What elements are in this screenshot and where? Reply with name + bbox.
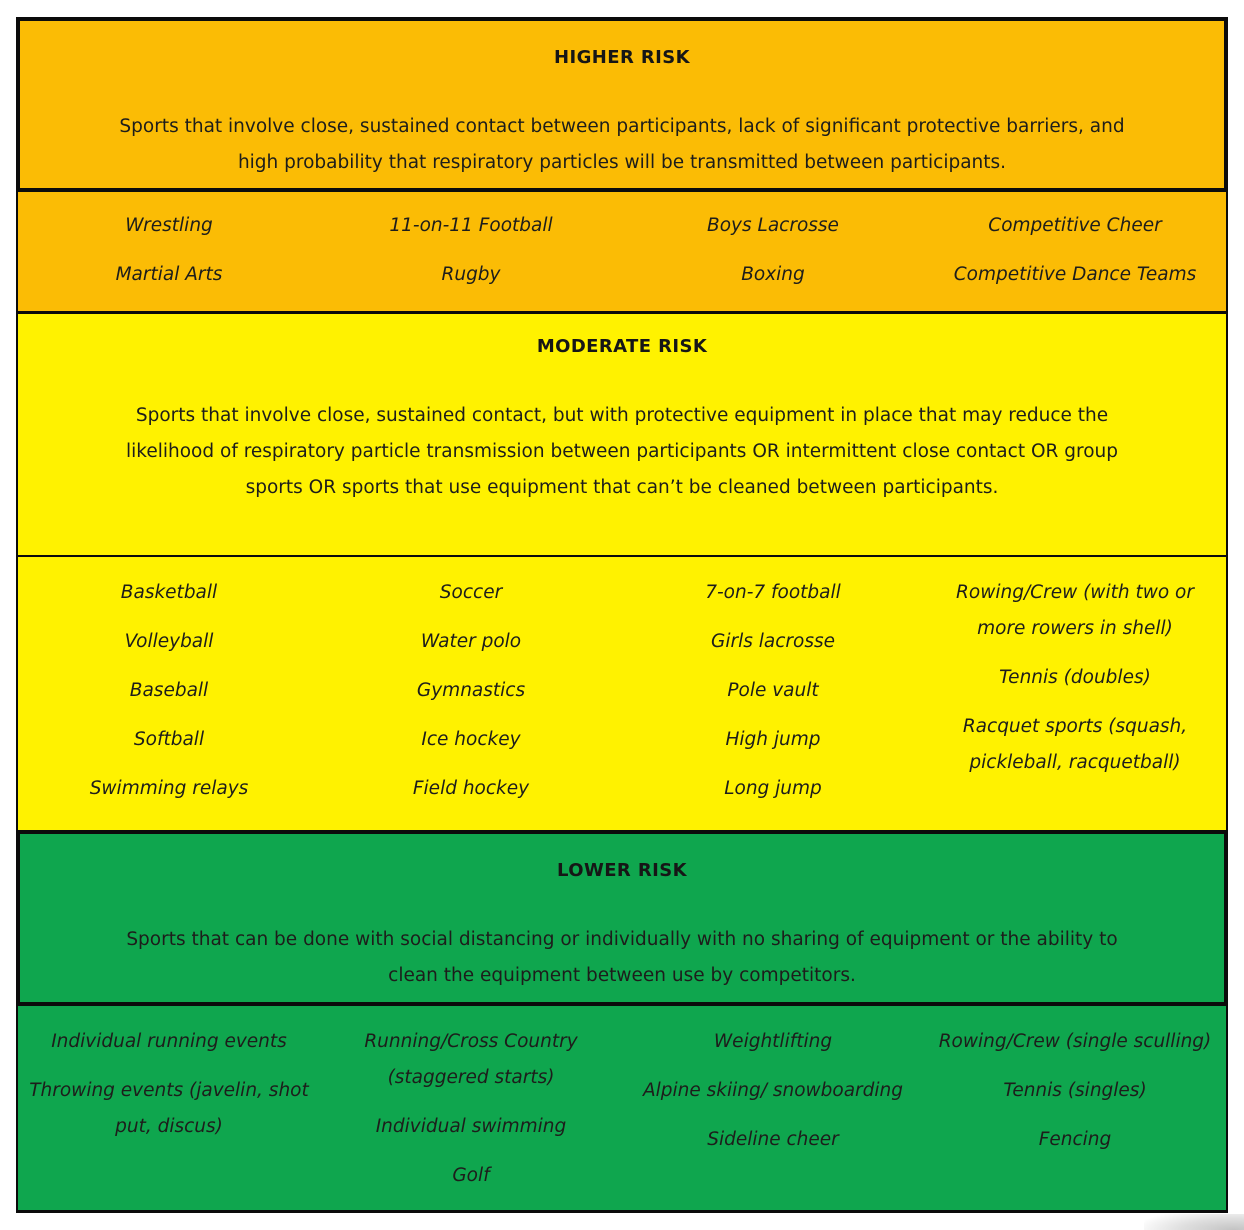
- sport-item: Golf: [452, 1165, 490, 1186]
- sport-item: Sideline cheer: [707, 1129, 839, 1150]
- description-line: Sports that involve close, sustained contact between participants, lack of significant protective barriers, and: [119, 116, 1125, 137]
- lower-risk-header: [16, 830, 1228, 1006]
- higher-risk-description: [20, 109, 1224, 181]
- description-line: clean the equipment between use by competitors.: [388, 965, 856, 986]
- sports-risk-table: [16, 17, 1228, 1213]
- description-line: Sports that can be done with social distancing or individually with no sharing of equipment or the ability to: [126, 929, 1118, 950]
- sport-item: Softball: [133, 729, 205, 750]
- sports-column: [320, 192, 622, 311]
- sport-item: Competitive Dance Teams: [953, 264, 1197, 285]
- sport-item: Ice hockey: [421, 729, 521, 750]
- sport-item: Tennis (singles): [1003, 1080, 1147, 1101]
- sport-item: Long jump: [724, 778, 822, 799]
- sports-column: [18, 557, 320, 830]
- sports-column: [924, 192, 1226, 311]
- sport-item: Running/Cross Country (staggered starts): [364, 1031, 578, 1088]
- sport-item: Gymnastics: [416, 680, 526, 701]
- sport-item: Alpine skiing/ snowboarding: [642, 1080, 904, 1101]
- moderate-risk-sports: [16, 557, 1228, 830]
- sports-column: [622, 1006, 924, 1210]
- sport-item: Rowing/Crew (with two or more rowers in shell): [956, 582, 1194, 639]
- moderate-risk-header: [16, 311, 1228, 557]
- sport-item: High jump: [725, 729, 821, 750]
- sport-item: Martial Arts: [115, 264, 223, 285]
- lower-risk-description: [20, 922, 1224, 994]
- higher-risk-sports: [16, 192, 1228, 311]
- sports-column: [924, 557, 1226, 830]
- sport-item: Girls lacrosse: [711, 631, 835, 652]
- higher-risk-title: HIGHER RISK: [554, 47, 690, 68]
- sport-item: Pole vault: [727, 680, 819, 701]
- sport-item: Racquet sports (squash, pickleball, racquetball): [962, 716, 1188, 773]
- sports-column: [320, 557, 622, 830]
- sports-column: [18, 192, 320, 311]
- higher-risk-header: [16, 17, 1228, 192]
- sport-item: Field hockey: [412, 778, 530, 799]
- sports-column: [622, 557, 924, 830]
- description-line: high probability that respiratory particles will be transmitted between participants.: [237, 152, 1007, 173]
- description-line: likelihood of respiratory particle transmission between participants OR intermittent close contact OR group: [126, 441, 1118, 462]
- sport-item: Boxing: [741, 264, 805, 285]
- sport-item: Swimming relays: [89, 778, 249, 799]
- sport-item: Volleyball: [124, 631, 214, 652]
- moderate-risk-title: MODERATE RISK: [536, 336, 708, 357]
- sport-item: Water polo: [420, 631, 522, 652]
- sport-item: Throwing events (javelin, shot put, discus): [29, 1080, 309, 1137]
- corner-shadow-artifact: [1144, 1214, 1244, 1230]
- sport-item: 7-on-7 football: [705, 582, 841, 603]
- sport-item: Individual swimming: [375, 1116, 567, 1137]
- sport-item: Weightlifting: [713, 1031, 833, 1052]
- sport-item: Baseball: [129, 680, 209, 701]
- sport-item: Individual running events: [51, 1031, 287, 1052]
- sport-item: 11-on-11 Football: [389, 215, 553, 236]
- description-line: Sports that involve close, sustained contact, but with protective equipment in place that may reduce the: [135, 405, 1109, 426]
- sports-column: [320, 1006, 622, 1210]
- sport-item: Competitive Cheer: [988, 215, 1162, 236]
- sport-item: Rugby: [441, 264, 501, 285]
- sports-column: [924, 1006, 1226, 1210]
- sport-item: Wrestling: [125, 215, 213, 236]
- lower-risk-sports: [16, 1006, 1228, 1213]
- sport-item: Fencing: [1038, 1129, 1112, 1150]
- sport-item: Boys Lacrosse: [707, 215, 839, 236]
- description-line: sports OR sports that use equipment that can’t be cleaned between participants.: [245, 477, 999, 498]
- lower-risk-title: LOWER RISK: [557, 860, 687, 881]
- sport-item: Rowing/Crew (single sculling): [938, 1031, 1212, 1052]
- sports-column: [622, 192, 924, 311]
- sports-column: [18, 1006, 320, 1210]
- sport-item: Tennis (doubles): [999, 667, 1151, 688]
- sport-item: Basketball: [120, 582, 218, 603]
- moderate-risk-description: [18, 398, 1226, 506]
- sport-item: Soccer: [439, 582, 503, 603]
